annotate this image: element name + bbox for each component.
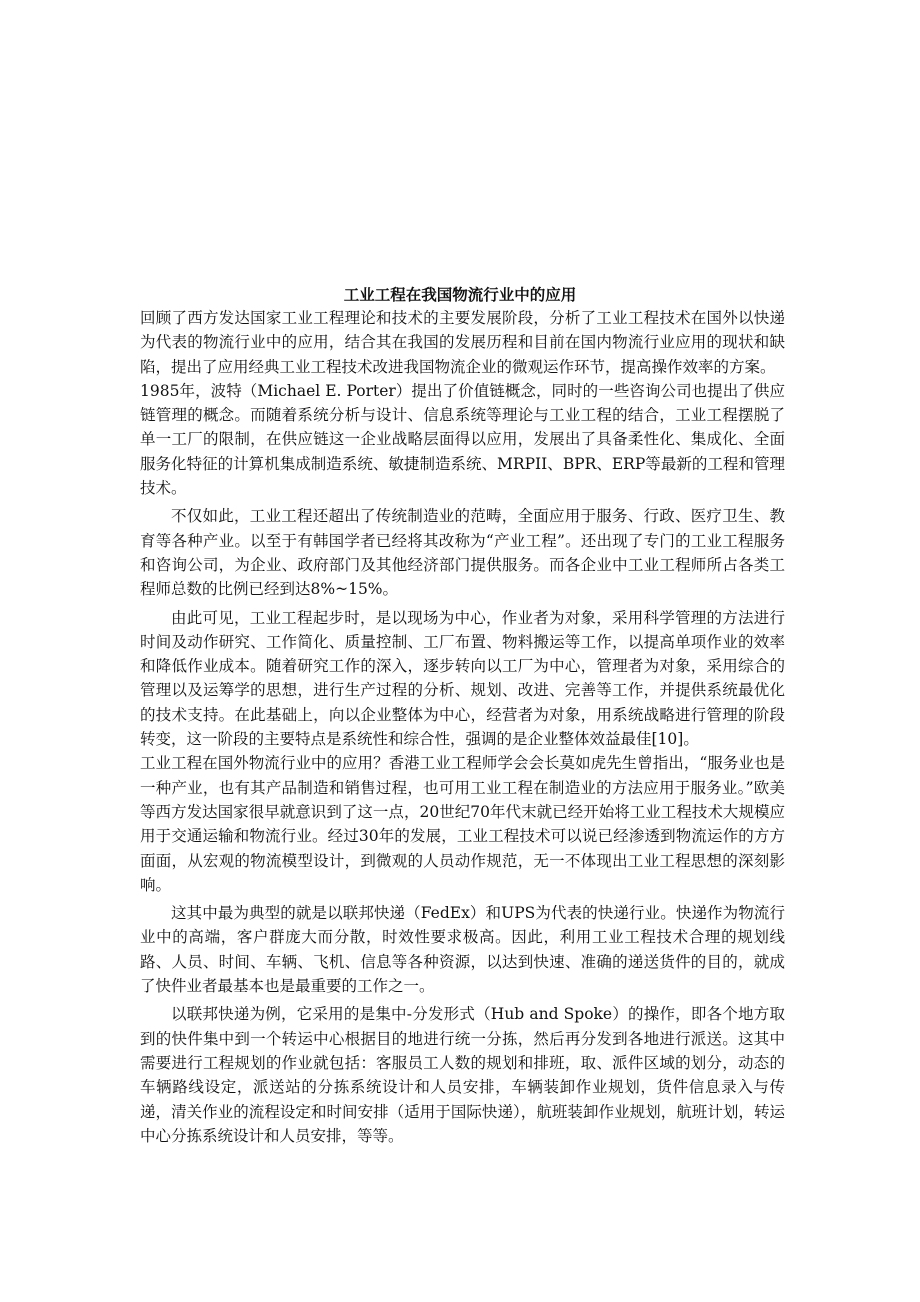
paragraph-foreign-logistics: 工业工程在国外物流行业中的应用？香港工业工程师学会会长莫如虎先生曾指出，“服务业也是一种产业，也有其产品制造和销售过程，也可用工业工程在制造业的方法应用于服务业。”欧美等西方发达国家很早就意识到了这一点，20世纪70年代末就已经开始将工业工程技术大规模应用于交通运输和物流行业。经过30年的发展，工业工程技术可以说已经渗透到物流运作的方方面面，从宏观的物流模型设计，到微观的人员动作规范，无一不体现出工业工程思想的深刻影响。: [140, 754, 785, 894]
paragraph-fedex-example: 以联邦快递为例，它采用的是集中-分发形式（Hub and Spoke）的操作，即各个地方取到的快件集中到一个转运中心根据目的地进行统一分拣，然后再分发到各地进行派送。这其中需要进行工程规划的作业就包括：客服员工人数的规划和排班，取、派件区域的划分，动态的车辆路线设定，派送站的分拣系统设计和人员安排，车辆装卸作业规划，货件信息录入与传递，清关作业的流程设定和时间安排（适用于国际快递），航班装卸作业规划，航班计划，转运中心分拣系统设计和人员安排，等等。: [140, 1005, 785, 1145]
paragraph-value-chain: 1985年，波特（Michael E. Porter）提出了价值链概念，同时的一些咨询公司也提出了供应链管理的概念。而随着系统分析与设计、信息系统等理论与工业工程的结合，工业工程摆脱了单一工厂的限制，在供应链这一企业战略层面得以应用，发展出了具备柔性化、集成化、全面服务化特征的计算机集成制造系统、敏捷制造系统、MRPII、BPR、ERP等最新的工程和管理技术。: [140, 381, 785, 498]
document-title: 工业工程在我国物流行业中的应用: [343, 285, 577, 304]
document-body: [140, 306, 785, 1148]
paragraph-express-industry: 这其中最为典型的就是以联邦快递（FedEx）和UPS为代表的快递行业。快递作为物流行业中的高端，客户群庞大而分散，时效性要求极高。因此，利用工业工程技术合理的规划线路、人员、时间、车辆、飞机、信息等各种资源，以达到快速、准确的递送货件的目的，就成了快件业者最基本也是最重要的工作之一。: [140, 904, 785, 996]
paragraph-service-industry: 不仅如此，工业工程还超出了传统制造业的范畴，全面应用于服务、行政、医疗卫生、教育等各种产业。以至于有韩国学者已经将其改称为“产业工程”。还出现了专门的工业工程服务和咨询公司，为企业、政府部门及其他经济部门提供服务。而各企业中工业工程师所占各类工程师总数的比例已经到达8%~15%。: [140, 507, 785, 599]
paragraph-development-stages: 由此可见，工业工程起步时，是以现场为中心，作业者为对象，采用科学管理的方法进行时间及动作研究、工作简化、质量控制、工厂布置、物料搬运等工作，以提高单项作业的效率和降低作业成本。随着研究工作的深入，逐步转向以工厂为中心，管理者为对象，采用综合的管理以及运筹学的思想，进行生产过程的分析、规划、改进、完善等工作，并提供系统最优化的技术支持。在此基础上，向以企业整体为中心，经营者为对象，用系统战略进行管理的阶段转变，这一阶段的主要特点是系统性和综合性，强调的是企业整体效益最佳[10]。: [140, 608, 785, 749]
paragraph-abstract: 回顾了西方发达国家工业工程理论和技术的主要发展阶段，分析了工业工程技术在国外以快递为代表的物流行业中的应用，结合其在我国的发展历程和目前在国内物流行业应用的现状和缺陷，提出了应用经典工业工程技术改进我国物流企业的微观运作环节，提高操作效率的方案。: [140, 309, 785, 376]
